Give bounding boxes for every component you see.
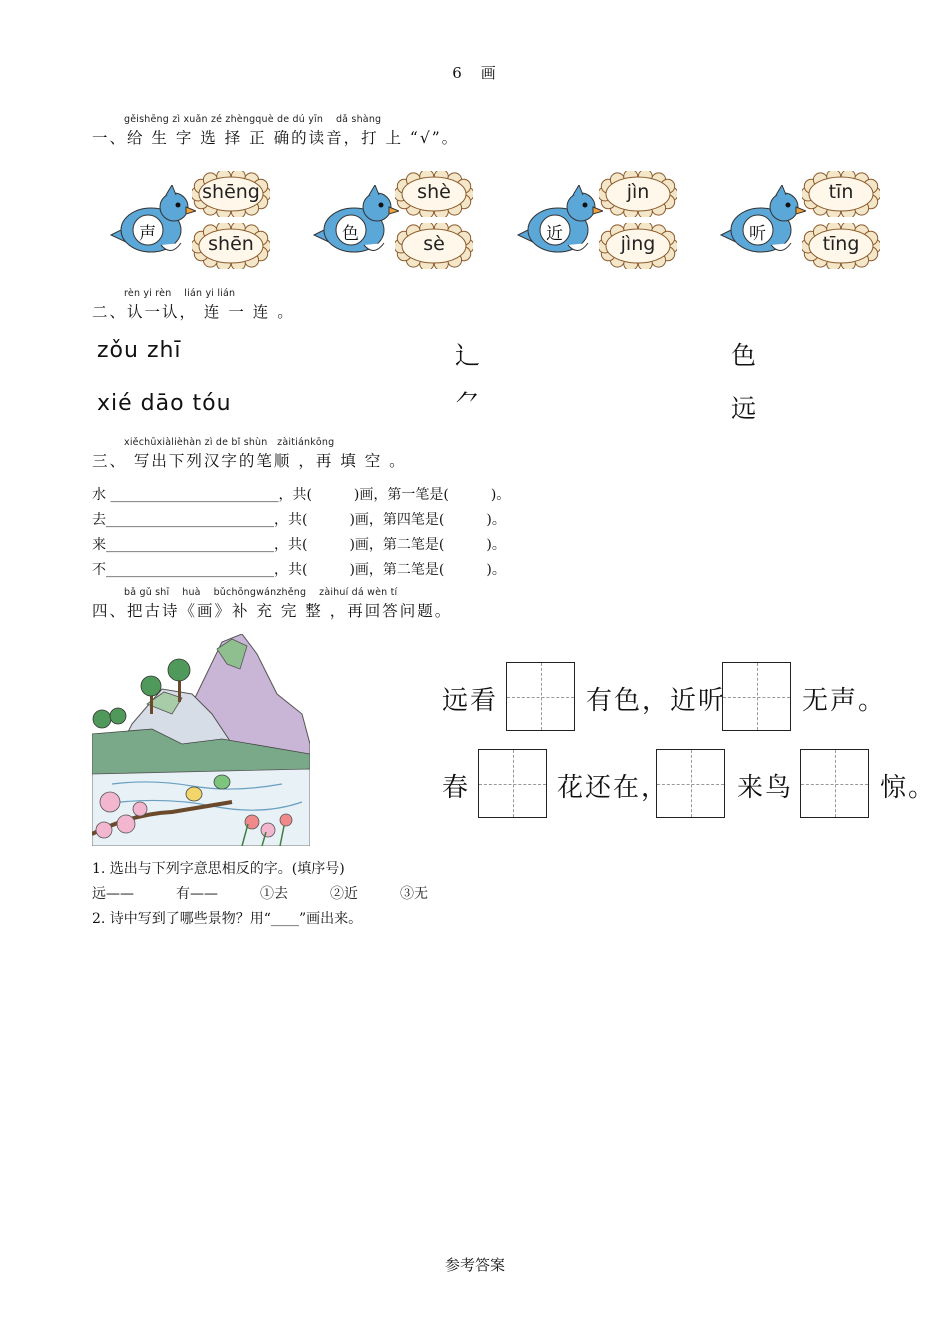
bird-card (106, 165, 281, 275)
stroke-row-3[interactable]: 来________________________，共( )画，第二笔是( )。 (92, 537, 506, 553)
pinyin-option[interactable] (192, 171, 270, 217)
section4-heading: 四、把古诗《画》补 充 完 整 ，再回答问题。 (92, 602, 453, 620)
bird-card (513, 165, 688, 275)
section1-heading: 一、给 生 字 选 择 正 确的读音，打 上 “√”。 (92, 129, 460, 147)
match-right-2[interactable]: 远 (731, 394, 757, 423)
pinyin-option[interactable] (802, 171, 880, 217)
pinyin-option-label: shēn (208, 233, 254, 255)
poem-text-1c: 无声。 (802, 686, 887, 716)
poem-grid-5[interactable] (800, 749, 869, 818)
match-left-2[interactable]: xié dāo tóu (97, 391, 232, 416)
pinyin-option-label: shè (417, 181, 451, 203)
bird-character: 近 (546, 224, 563, 244)
section4-pinyin: bǎ gǔ shī huà bǔchōngwánzhěng zàihuí dá wèn tí (124, 587, 398, 598)
poem-text-1a: 远看 (442, 686, 499, 716)
match-middle-2[interactable]: ⺈ (455, 389, 481, 418)
match-right-1[interactable]: 色 (731, 341, 757, 370)
bird-character: 声 (139, 224, 156, 244)
section2-pinyin: rèn yi rèn lián yi lián (124, 288, 236, 299)
stroke-row-1[interactable]: 水 ________________________，共( )画，第一笔是( )。 (92, 487, 511, 503)
poem-text-2b: 花还在， (557, 773, 670, 803)
pinyin-option-label: sè (423, 233, 445, 255)
pinyin-option-label: tīng (822, 233, 860, 255)
bird-card (309, 165, 484, 275)
pinyin-option-label: shēng (202, 181, 260, 203)
poem-text-2a: 春 (442, 773, 471, 803)
match-middle-1[interactable]: 辶 (455, 341, 481, 370)
pinyin-option[interactable] (599, 171, 677, 217)
bird-character: 色 (342, 224, 359, 244)
poem-grid-3[interactable] (478, 749, 547, 818)
question-1: 1. 选出与下列字意思相反的字。(填序号) (92, 861, 345, 877)
answer-key-label: 参考答案 (444, 1256, 505, 1274)
page-title: 6 画 (452, 64, 498, 82)
poem-text-2d: 惊。 (880, 773, 937, 803)
match-left-1[interactable]: zǒu zhī (97, 338, 182, 363)
section3-pinyin: xiěchūxiàlièhàn zì de bǐ shùn zàitiánkōng (124, 437, 335, 448)
section2-heading: 二、认一认， 连 一 连 。 (92, 303, 295, 321)
bird-card (716, 165, 891, 275)
stroke-row-4[interactable]: 不________________________，共( )画，第二笔是( )。 (92, 562, 506, 578)
poem-grid-1[interactable] (506, 662, 575, 731)
question-1-items[interactable]: 远—— 有—— ①去 ②近 ③无 (92, 886, 428, 902)
pinyin-option-label: jìn (626, 181, 650, 203)
section1-pinyin: gěishēng zì xuǎn zé zhèngquè de dú yīn dǎ shàng (124, 114, 382, 125)
pinyin-option-label: tīn (828, 181, 854, 203)
stroke-row-2[interactable]: 去________________________，共( )画，第四笔是( )。 (92, 512, 506, 528)
pinyin-option[interactable] (395, 223, 473, 269)
pinyin-option-label: jìng (620, 233, 656, 255)
poem-grid-4[interactable] (656, 749, 725, 818)
poem-text-2c: 来鸟 (737, 773, 794, 803)
pinyin-option[interactable] (395, 171, 473, 217)
pinyin-option[interactable] (802, 223, 880, 269)
section3-heading: 三、 写出下列汉字的笔顺 ，再 填 空 。 (92, 452, 407, 470)
question-2: 2. 诗中写到了哪些景物？用“____”画出来。 (92, 911, 363, 927)
pinyin-option[interactable] (192, 223, 270, 269)
poem-text-1b: 有色，近听 (586, 686, 727, 716)
pinyin-option[interactable] (599, 223, 677, 269)
bird-character: 听 (749, 224, 766, 244)
landscape-illustration (92, 634, 310, 846)
poem-grid-2[interactable] (722, 662, 791, 731)
